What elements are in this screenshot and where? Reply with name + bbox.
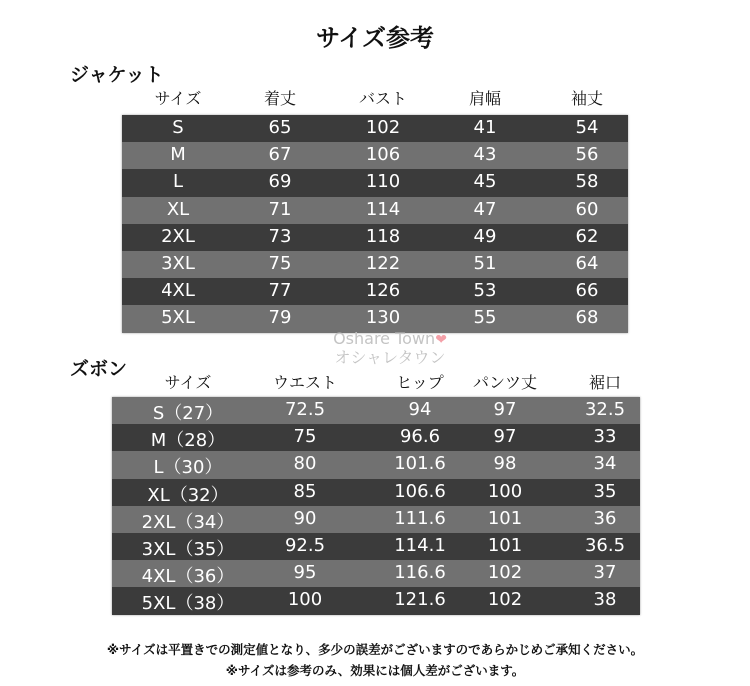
jacket-size-table — [122, 115, 628, 333]
table-cell: 37 — [593, 562, 617, 584]
table-cell: 71 — [268, 198, 292, 220]
table-cell: 121.6 — [394, 589, 446, 611]
table-cell: 65 — [268, 117, 292, 138]
table-cell: 3XL（35） — [141, 538, 235, 560]
heart-icon: ❤ — [435, 332, 447, 348]
table-cell: 85 — [293, 480, 317, 502]
table-cell: 36.5 — [584, 534, 626, 556]
column-header: 肩幅 — [468, 89, 502, 108]
table-cell: 41 — [473, 117, 497, 138]
table-cell: 77 — [268, 280, 292, 302]
table-cell: 49 — [473, 225, 497, 247]
table-cell: 64 — [575, 252, 599, 274]
table-cell: 100 — [487, 480, 523, 502]
table-cell: S — [172, 117, 184, 138]
table-cell: 110 — [365, 171, 401, 193]
table-cell: 72.5 — [284, 399, 326, 420]
table-cell: 96.6 — [399, 426, 441, 448]
table-row — [122, 224, 628, 251]
table-cell: 2XL（34） — [141, 511, 235, 533]
table-cell: XL（32） — [147, 484, 229, 506]
table-cell: L（30） — [153, 457, 223, 479]
table-cell: 45 — [473, 171, 497, 193]
table-cell: 66 — [575, 280, 599, 302]
table-cell: 130 — [365, 307, 401, 329]
table-cell: 102 — [487, 562, 523, 584]
table-cell: 106 — [365, 144, 401, 166]
table-cell: 122 — [365, 252, 401, 274]
column-header: バスト — [358, 89, 408, 108]
table-cell: 75 — [268, 252, 292, 274]
table-cell: 33 — [593, 426, 617, 448]
table-cell: 97 — [493, 426, 517, 448]
table-cell: 73 — [268, 225, 292, 247]
table-cell: 97 — [493, 399, 517, 420]
note-reference: ※サイズは参考のみ、効果には個人差がございます。 — [225, 663, 525, 678]
table-cell: 114 — [365, 198, 401, 220]
jacket-header-row — [0, 86, 750, 110]
column-header: サイズ — [164, 373, 212, 392]
table-cell: 102 — [365, 117, 401, 138]
table-cell: 4XL（36） — [141, 566, 235, 588]
table-cell: M（28） — [150, 430, 226, 452]
table-cell: 80 — [293, 453, 317, 475]
column-header: パンツ丈 — [472, 373, 538, 392]
table-cell: 34 — [593, 453, 617, 475]
pants-header-row — [0, 370, 750, 394]
table-cell: 69 — [268, 171, 292, 193]
table-cell: 36 — [593, 507, 617, 529]
table-cell: 53 — [473, 280, 497, 302]
table-cell: 3XL — [161, 252, 195, 274]
table-cell: 58 — [575, 171, 599, 193]
table-cell: 62 — [575, 225, 599, 247]
table-cell: 55 — [473, 307, 497, 329]
table-cell: 35 — [593, 480, 617, 502]
table-cell: 101.6 — [394, 453, 446, 475]
table-row — [112, 479, 640, 506]
table-cell: 116.6 — [394, 562, 446, 584]
table-cell: 95 — [293, 562, 317, 584]
table-cell: 126 — [365, 280, 401, 302]
table-row — [122, 251, 628, 278]
table-cell: 32.5 — [584, 399, 626, 420]
table-cell: L — [172, 171, 184, 193]
table-cell: 47 — [473, 198, 497, 220]
watermark — [300, 330, 480, 366]
note-measurement: ※サイズは平置きでの測定値となり、多少の誤差がございますのであらかじめご承知ください。 — [106, 642, 644, 657]
table-cell: 60 — [575, 198, 599, 220]
watermark-brand-kana: オシャレタウン — [334, 348, 446, 367]
table-cell: 56 — [575, 144, 599, 166]
column-header: ヒップ — [396, 373, 444, 392]
table-cell: 5XL（38） — [141, 593, 235, 615]
table-cell: S（27） — [152, 403, 224, 424]
table-cell: 67 — [268, 144, 292, 166]
table-cell: 5XL — [161, 307, 195, 329]
table-cell: 101 — [487, 507, 523, 529]
column-header: 裾口 — [588, 373, 622, 392]
table-cell: 101 — [487, 534, 523, 556]
table-row — [112, 560, 640, 587]
table-cell: 114.1 — [394, 534, 446, 556]
table-cell: XL — [166, 198, 190, 220]
column-header: 着丈 — [263, 89, 297, 108]
table-row — [112, 587, 640, 614]
table-cell: 51 — [473, 252, 497, 274]
table-row — [112, 397, 640, 424]
column-header: 袖丈 — [570, 89, 604, 108]
table-row — [112, 506, 640, 533]
table-cell: 38 — [593, 589, 617, 611]
table-cell: 94 — [408, 399, 432, 420]
table-row — [112, 424, 640, 451]
table-row — [112, 451, 640, 478]
table-cell: 2XL — [161, 225, 195, 247]
table-cell: 68 — [575, 307, 599, 329]
table-cell: 90 — [293, 507, 317, 529]
table-row — [122, 197, 628, 224]
pants-section-title: ズボン — [70, 358, 128, 380]
watermark-brand: Oshare Town — [333, 329, 436, 348]
table-row — [122, 278, 628, 305]
table-row — [122, 169, 628, 196]
jacket-section-title: ジャケット — [70, 64, 164, 86]
table-cell: 111.6 — [394, 507, 446, 529]
table-cell: M — [170, 144, 186, 166]
table-row — [122, 142, 628, 169]
table-cell: 118 — [365, 225, 401, 247]
column-header: サイズ — [154, 89, 202, 108]
page-title: サイズ参考 — [315, 24, 435, 52]
table-cell: 79 — [268, 307, 292, 329]
table-cell: 54 — [575, 117, 599, 138]
pants-size-table — [112, 397, 640, 615]
table-cell: 100 — [287, 589, 323, 611]
column-header: ウエスト — [272, 373, 338, 392]
table-cell: 106.6 — [394, 480, 446, 502]
table-row — [122, 115, 628, 142]
table-cell: 43 — [473, 144, 497, 166]
table-cell: 98 — [493, 453, 517, 475]
table-cell: 92.5 — [284, 534, 326, 556]
table-cell: 4XL — [161, 280, 195, 302]
table-cell: 102 — [487, 589, 523, 611]
table-row — [112, 533, 640, 560]
table-cell: 75 — [293, 426, 317, 448]
